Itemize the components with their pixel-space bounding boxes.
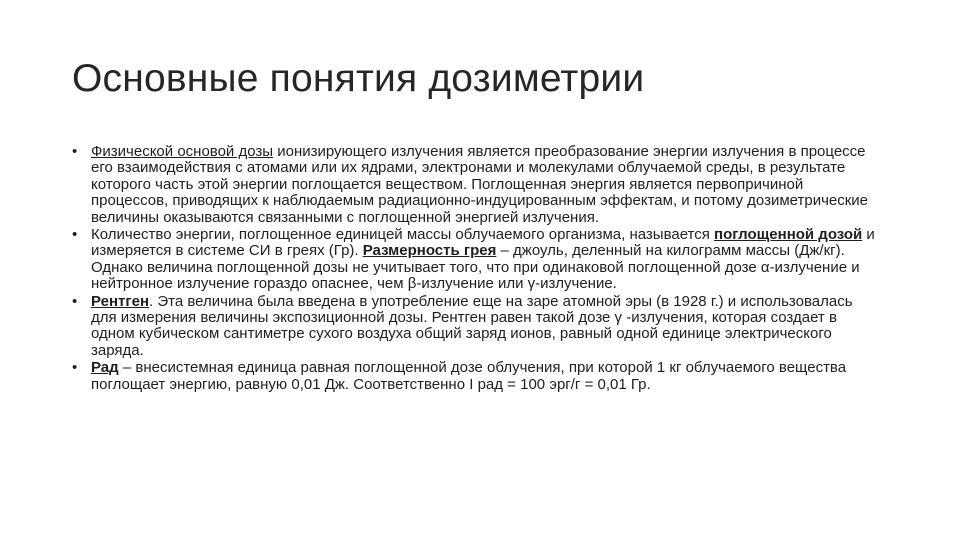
term-highlight: Рад [91,359,119,377]
bullet-dot-icon: • [72,359,78,377]
bullet-item [72,227,882,293]
term-highlight: Рентген [91,292,150,310]
slide-title: Основные понятия дозиметрии [72,57,645,100]
bullet-item [72,144,882,226]
term-highlight: Физической основой дозы [91,143,274,160]
bullet-text: ионизирующего излучения является преобразование энергии излучения в процессе его взаимодействия с атомами или их ядрами, электронами и молекулами облучаемой среды, в результате которого часть этой энергии поглощается веществом. Поглощенная энергия является первопричиной процессов, приводящих к наблюдаемым радиационно-индуцированным эффектам, и потому дозиметрические величины оказываются связанными с поглощенной энергией излучения. [91,143,869,226]
bullet-item [72,294,882,360]
bullet-item [72,360,882,393]
bullet-dot-icon: • [72,292,78,310]
bullet-text: – джоуль, деленный на килограмм массы (Дж/кг). Однако величина поглощенной дозы не учитывает того, что при одинаковой поглощенной дозе α-излучение и нейтронное излучение гораздо опаснее, чем β-излучение или γ-излучение. [91,242,860,293]
bullet-text: и измеряется в системе СИ в греях (Гр). [91,226,875,260]
bullet-dot-icon: • [72,143,78,160]
bullet-text: . Эта величина была введена в употребление еще на заре атомной эры (в 1928 г.) и использовалась для измерения величины экспозиционной дозы. Рентген равен такой дозе γ -излучения, которая создает в одном кубическом сантиметре сухого воздуха общий заряд ионов, равный одной единице электрического заряда. [91,292,853,359]
bullet-list [72,144,882,394]
bullet-text: Количество энергии, поглощенное единицей массы облучаемого организма, называется [91,226,715,244]
bullet-dot-icon: • [72,226,78,244]
term-highlight: поглощенной дозой [714,226,863,244]
bullet-text: – внесистемная единица равная поглощенной дозе облучения, при которой 1 кг облучаемого вещества поглощает энергию, равную 0,01 Дж. Соответственно I рад = 100 эрг/г = 0,01 Гр. [91,359,847,393]
term-highlight: Размерность грея [362,242,497,260]
